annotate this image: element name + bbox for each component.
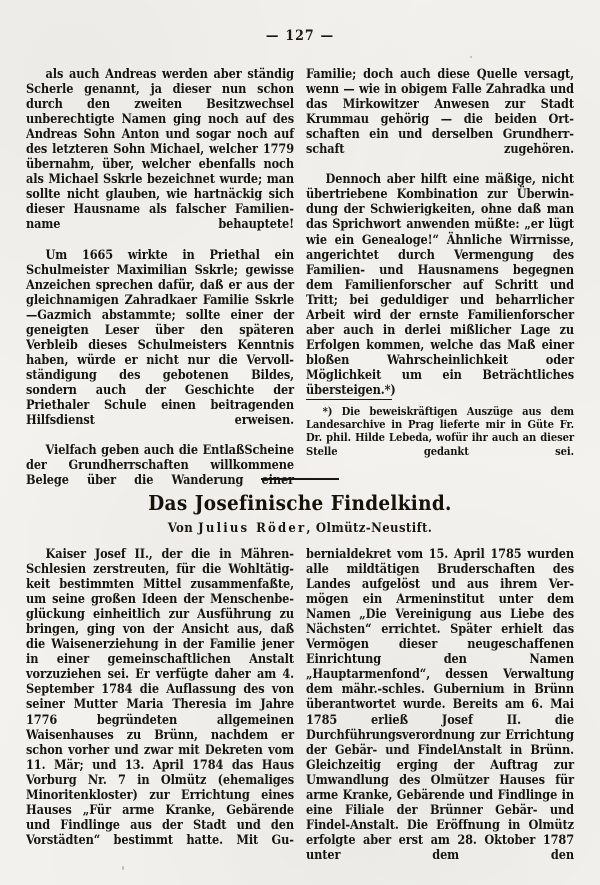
scan-speckle <box>470 56 472 58</box>
paragraph: Um 1665 wirkte in Priethal ein Schulmeister Maximilian Sskrle; gewisse Anzeichen sprechen dafür, daß er aus der gleichnamigen Zahradkaer Familie Sskrle—Gazmich abstammte; sollte einer der geneigten Leser über den späteren Verbleib dieses Schulmeisters Kenntnis haben, würde er nicht nur die Vervollständigung des gebotenen Bildes, sondern auch der Geschichte der Priethaler Schule einen beitragenden Hilfsdienst erweisen. <box>26 246 294 428</box>
article-new-left-column <box>26 546 294 876</box>
footnote-rule <box>306 399 392 400</box>
byline-comma: , <box>306 521 311 536</box>
footnote-text: *) Die beweiskräftigen Auszüge aus dem Landesarchive in Prag lieferte mir in Güte Fr. Dr. phil. Hilde Lebeda, wofür ihr auch an dieser Stelle gedankt sei. <box>306 405 574 458</box>
byline-prefix: Von <box>167 521 194 536</box>
paragraph: Kaiser Josef II., der die in MährenSchlesien zerstreuten, für die Wohltätigkeit bestimmten Mittel zusammenfaßte, um seine großen Ideen der Menschenbeglückung einheitlich zur Ausführung zu bringen, ging von der Ansicht aus, daß die Waisenerziehung in der Familie jener in einer gemeinschaftlichen Anstalt vorzuziehen sei. Er verfügte daher am 4. September 1784 die Auflassung des von seiner Mutter Maria Theresia im Jahre 1776 begründeten allgemeinen Waisenhauses zu Brünn, nachdem er schon vorher und zwar mit Dekreten vom 11. Mär; und 13. April 1784 das Haus Vorburg Nr. 7 in Olmütz (ehemaliges Minoritenkloster) zur Errichtung eines Hauses „Für arme Kranke, Gebärende und Findlinge aus der Stadt und den Vorstädten“ bestimmt hatte. Mit Gu <box>26 546 294 847</box>
article-continued-left-column <box>26 66 294 488</box>
article-separator-rule <box>0 468 600 487</box>
footnote <box>306 405 574 471</box>
paragraph: als auch Andreas werden aber ständig Scherle genannt, ja dieser nun schon durch den zweiten Besitzwechsel unberechtigte Namen ging noch auf des Andreas Sohn Anton und sogar noch auf des letzteren Sohn Michael, welcher 1779 übernahm, über, welcher ebenfalls noch als Michael Sskrle bezeichnet wurde; man sollte nicht glauben, wie hartnäckig sich dieser Hausname als falscher Familienname behauptete! <box>26 66 294 232</box>
article-byline <box>0 521 600 537</box>
paragraph: Familie; doch auch diese Quelle versagt, wenn — wie in obigem Falle Zahradka und das Mirkowitzer Anwesen zur Stadt Krummau gehörig — die beiden Ortschaften ein und derselben Grundherrschaft zugehören. <box>306 66 574 157</box>
article-new-right-column <box>306 546 574 876</box>
article-continued-right-column <box>306 66 574 396</box>
article-title: Das Josefinische Findelkind. <box>148 491 452 515</box>
paragraph: bernialdekret vom 15. April 1785 wurden alle mildtätigen Bruderschaften des Landes aufgelöst und aus ihrem Vermögen ein Armeninstitut unter dem Namen „Die Vereinigung aus Liebe des Nächsten“ errichtet. Später erhielt das Vermögen dieser neugeschaffenen Einrichtung den Namen „Hauptarmenfond“, dessen Verwaltung dem mähr.-schles. Gubernium in Brünn überantwortet wurde. Bereits am 6. Mai 1785 erließ Josef II. die Durchführungsverordnung zur Errichtung der Gebär- und FindelAnstalt in Brünn. Gleichzeitig erging der Auftrag zur Umwandlung des Olmützer Hauses für arme Kranke, Gebärende und Findlinge in eine Filiale der Brünner Gebär- und Findel-Anstalt. Die Eröffnung in Olmütz erfolgte aber erst am 28. Oktober 1787 unter dem den <box>306 546 574 862</box>
paragraph: Dennoch aber hilft eine mäßige, nicht übertriebene Kombination zur Überwindung der Schwierigkeiten, ohne daß man das Sprichwort anwenden müßte: „er lügt wie ein Genealoge!“ Ähnliche Wirrnisse, angerichtet durch Vermengung des Familien- und Hausnamens begegnen dem Familienforscher auf Schritt und Tritt; bei geduldiger und beharrlicher Arbeit wird der ernste Familienforscher aber auch in derlei mißlicher Lage zu Erfolgen kommen, welche das Maß einer bloßen Wahrscheinlichkeit oder Möglichkeit um ein Beträchtliches übersteigen.*) <box>306 171 574 397</box>
page-number: — 127 — <box>265 28 335 44</box>
paragraph: Vielfach geben auch die EntlaßScheine der Grundherrschaften willkommene Belege über die Wanderung einer <box>26 442 294 488</box>
byline-author: Julius Röder <box>198 521 307 536</box>
byline-place: Olmütz-Neustift. <box>315 521 433 536</box>
